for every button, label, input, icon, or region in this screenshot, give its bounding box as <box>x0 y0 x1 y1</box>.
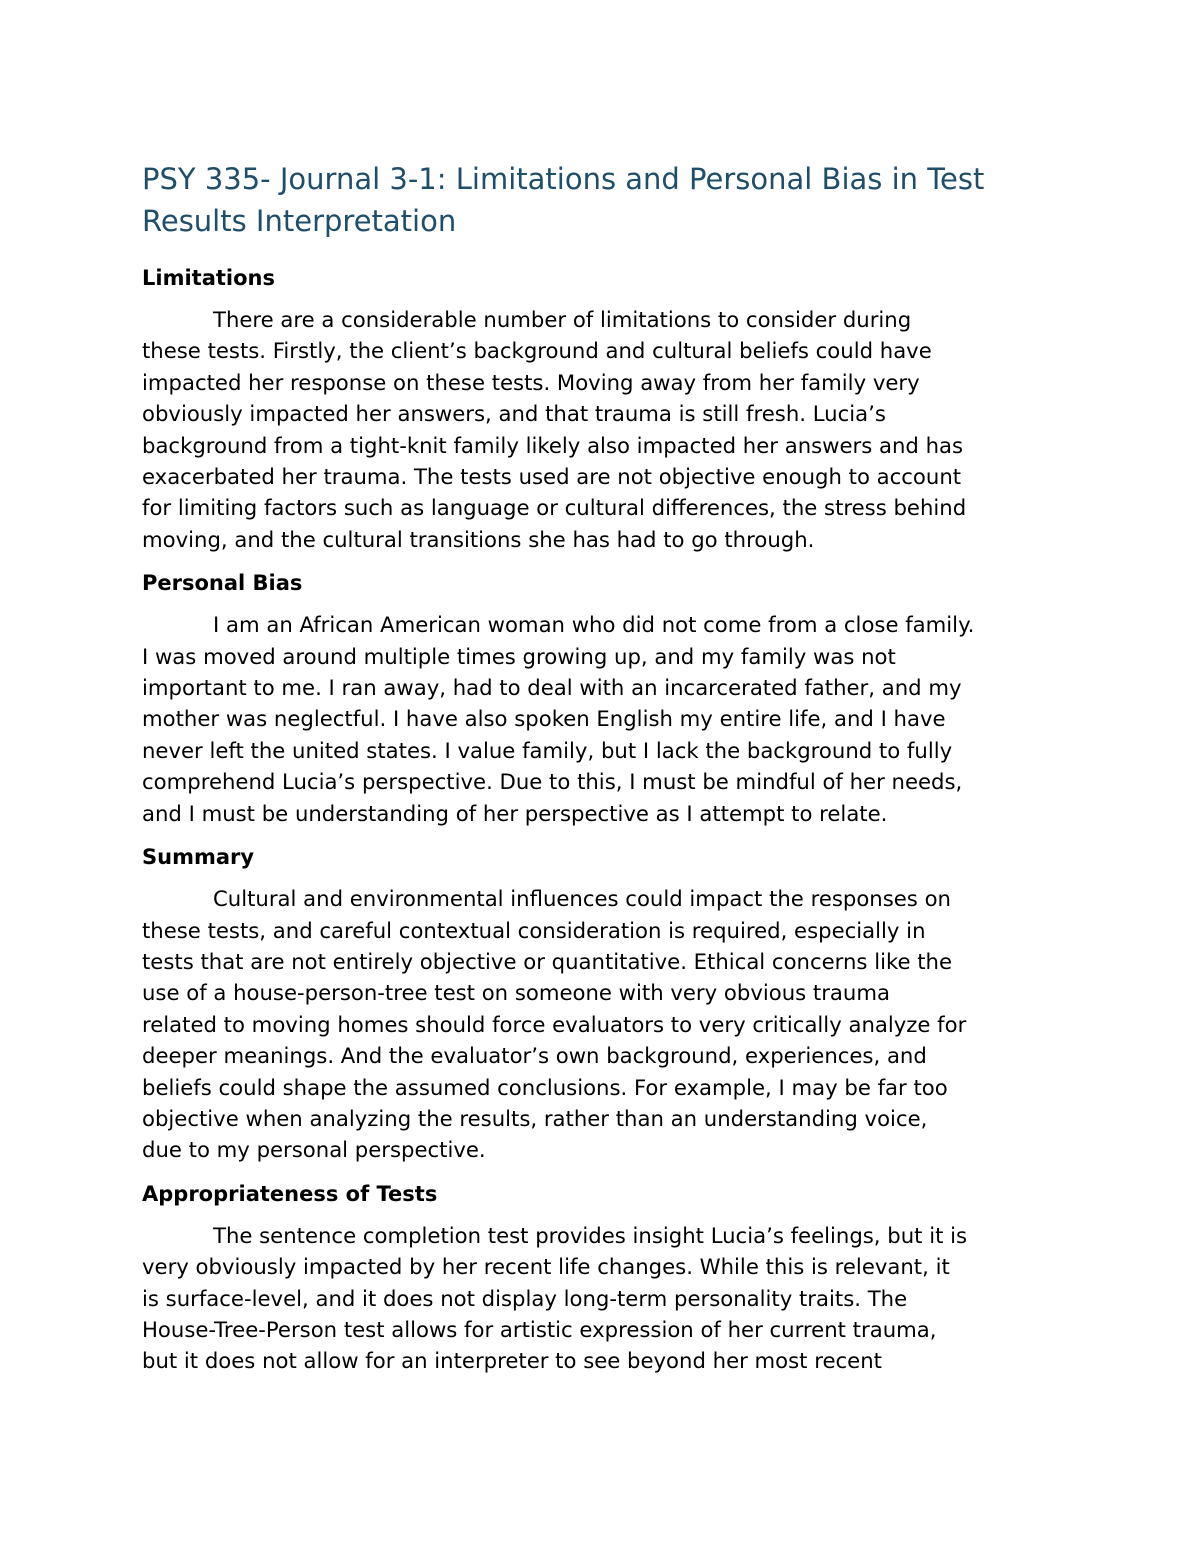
section-personal-bias <box>142 569 1062 829</box>
paragraph-line: House-Tree-Person test allows for artistic expression of her current trauma, <box>142 1316 937 1342</box>
paragraph-line: obviously impacted her answers, and that trauma is still fresh. Lucia’s <box>142 401 886 427</box>
section-heading-appropriateness-of-tests: Appropriateness of Tests <box>142 1181 438 1206</box>
paragraph-line: mother was neglectful. I have also spoken English my entire life, and I have <box>142 706 946 732</box>
section-paragraph-summary <box>142 883 1062 1166</box>
paragraph-line: use of a house-person-tree test on someone with very obvious trauma <box>142 980 890 1006</box>
paragraph-line: I am an African American woman who did not come from a close family. <box>213 612 975 638</box>
paragraph-line: Cultural and environmental influences could impact the responses on <box>213 886 951 912</box>
paragraph-line: never left the united states. I value family, but I lack the background to fully <box>142 737 953 763</box>
paragraph-line: is surface-level, and it does not display long-term personality traits. The <box>142 1285 908 1311</box>
document-page <box>142 158 1062 1391</box>
section-appropriateness-of-tests <box>142 1180 1062 1377</box>
section-heading-limitations: Limitations <box>142 266 275 290</box>
paragraph-line: There are a considerable number of limitations to consider during <box>213 307 912 332</box>
paragraph-line: for limiting factors such as language or cultural differences, the stress behind <box>142 495 967 521</box>
section-limitations <box>142 264 1062 555</box>
section-heading-personal-bias: Personal Bias <box>142 571 303 596</box>
paragraph-line: deeper meanings. And the evaluator’s own background, experiences, and <box>142 1043 927 1069</box>
paragraph-line: exacerbated her trauma. The tests used are not objective enough to account <box>142 464 962 490</box>
paragraph-line: and I must be understanding of her perspective as I attempt to relate. <box>142 800 888 826</box>
paragraph-line: important to me. I ran away, had to deal with an incarcerated father, and my <box>142 675 962 701</box>
paragraph-line: moving, and the cultural transitions she has had to go through. <box>142 526 815 552</box>
paragraph-line: beliefs could shape the assumed conclusions. For example, I may be far too <box>142 1074 948 1100</box>
paragraph-line: The sentence completion test provides insight Lucia’s feelings, but it is <box>213 1222 968 1248</box>
paragraph-line: but it does not allow for an interpreter to see beyond her most recent <box>142 1348 882 1374</box>
paragraph-line: objective when analyzing the results, rather than an understanding voice, <box>142 1105 928 1131</box>
section-summary <box>142 843 1062 1166</box>
paragraph-line: I was moved around multiple times growing up, and my family was not <box>142 643 896 669</box>
paragraph-line: background from a tight-knit family likely also impacted her answers and has <box>142 432 964 458</box>
section-paragraph-limitations <box>142 304 1062 555</box>
document-title-line-1: PSY 335- Journal 3-1: Limitations and Personal Bias in Test <box>142 162 985 196</box>
document-title <box>142 158 1062 242</box>
paragraph-line: tests that are not entirely objective or quantitative. Ethical concerns like the <box>142 948 953 974</box>
paragraph-line: these tests, and careful contextual consideration is required, especially in <box>142 917 926 943</box>
paragraph-line: very obviously impacted by her recent life changes. While this is relevant, it <box>142 1254 950 1280</box>
document-sections <box>142 264 1062 1377</box>
section-paragraph-appropriateness-of-tests <box>142 1220 1062 1377</box>
paragraph-line: comprehend Lucia’s perspective. Due to this, I must be mindful of her needs, <box>142 769 963 795</box>
paragraph-line: related to moving homes should force evaluators to very critically analyze for <box>142 1011 967 1037</box>
section-heading-summary: Summary <box>142 845 255 870</box>
document-title-line-2: Results Interpretation <box>142 204 457 238</box>
paragraph-line: these tests. Firstly, the client’s background and cultural beliefs could have <box>142 338 932 364</box>
section-paragraph-personal-bias <box>142 609 1062 829</box>
paragraph-line: impacted her response on these tests. Moving away from her family very <box>142 369 920 395</box>
paragraph-line: due to my personal perspective. <box>142 1137 486 1163</box>
